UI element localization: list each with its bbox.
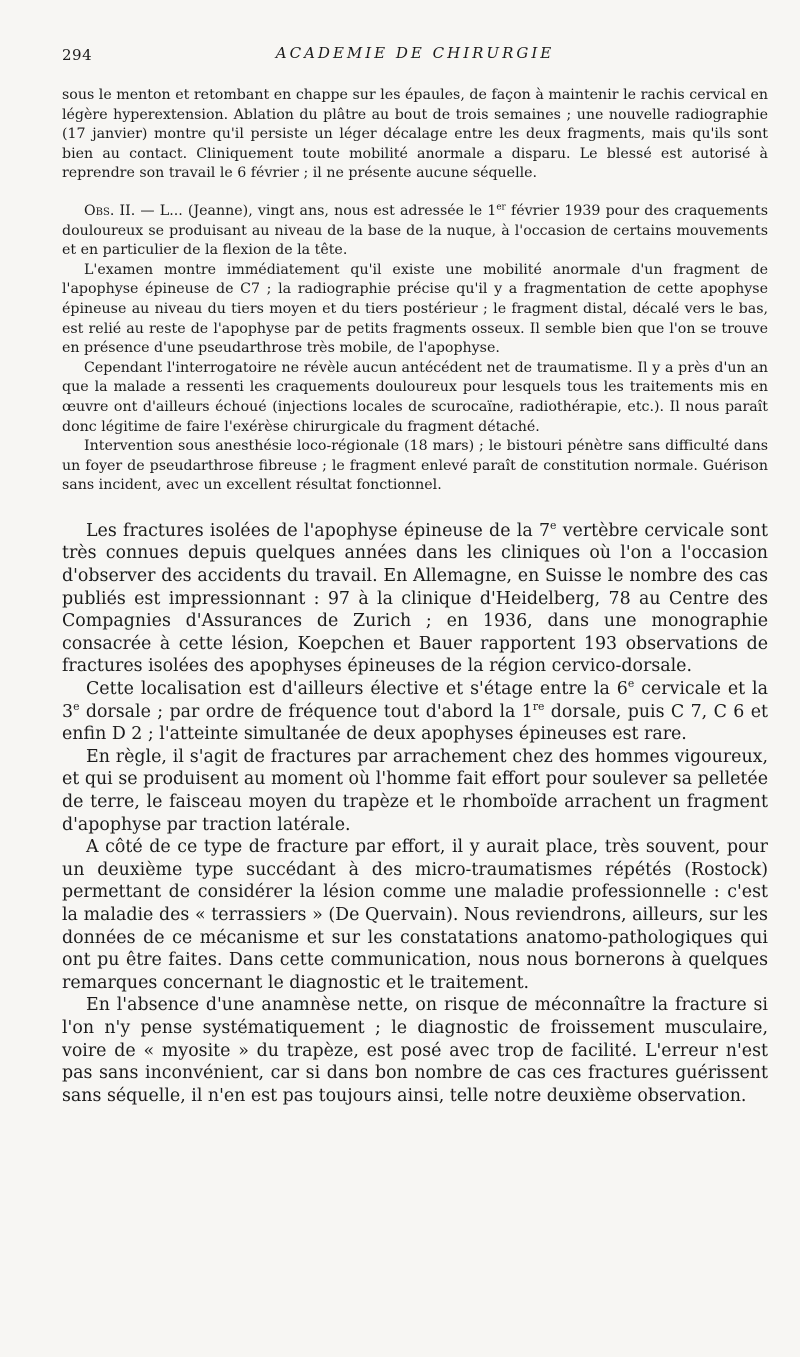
- superscript-e: e: [73, 699, 80, 713]
- discussion-paragraph-1: [62, 520, 768, 678]
- paragraph-2-text-d: dorsale, puis C 7, C 6 et enfin D 2 ; l'atteinte simultanée de deux apophyses épineuses est rare.: [62, 701, 768, 745]
- superscript-e: e: [627, 677, 635, 691]
- observation-label: Obs.: [84, 202, 115, 219]
- observation-2-text-a: — L... (Jeanne), vingt ans, nous est adressée le 1: [135, 202, 497, 219]
- observation-2-text-b: février 1939 pour des craquements douloureux se produisant au niveau de la base de la nuque, à l'occasion de certains mouvements et en particulier de la flexion de la tête.: [62, 202, 768, 259]
- observation-2-intervention: Intervention sous anesthésie loco-régionale (18 mars) ; le bistouri pénètre sans difficulté dans un foyer de pseudarthrose fibreuse ; le fragment enlevé paraît de constitution normale. Guérison sans incident, avec un excellent résultat fonctionnel.: [62, 438, 768, 494]
- observation-1-continuation: sous le menton et retombant en chappe sur les épaules, de façon à maintenir le rachis cervical en légère hyperextension. Ablation du plâtre au bout de trois semaines ; une nouvelle radiographie (17 janvier) montre qu'il persiste un léger décalage entre les deux fragments, mais qu'ils sont bien au contact. Cliniquement toute mobilité anormale a disparu. Le blessé est autorisé à reprendre son travail le 6 février ; il ne présente aucune séquelle.: [62, 87, 768, 182]
- page-number: 294: [62, 46, 93, 64]
- main-discussion: [62, 520, 768, 1107]
- book-page: [62, 40, 768, 1107]
- paragraph-1-text-b: vertèbre cervicale sont très connues depuis quelques années dans les cliniques où l'on a l'occasion d'observer des accidents du travail. En Allemagne, en Suisse le nombre des cas publiés est impressionnant : 97 à la clinique d'Heidelberg, 78 au Centre des Compagnies d'Assurances de Zurich ; en 1936, dans une monographie consacrée à cette lésion, Koepchen et Bauer rapportent 193 observations de fractures isolées des apophyses épineuses de la région cervico-dorsale.: [62, 520, 768, 677]
- observation-number: II.: [119, 202, 136, 219]
- superscript-re: re: [532, 699, 545, 713]
- observation-2-examination: L'examen montre immédiatement qu'il existe une mobilité anormale d'un fragment de l'apophyse épineuse de C7 ; la radiographie précise qu'il y a fragmentation de cette apophyse épineuse au niveau du tiers moyen et du tiers postérieur ; le fragment distal, décalé vers le bas, est relié au reste de l'apophyse par de petits fragments osseux. Il semble bien que l'on se trouve en présence d'une pseudarthrose très mobile, de l'apophyse.: [62, 261, 768, 357]
- discussion-paragraph-5: En l'absence d'une anamnèse nette, on risque de méconnaître la fracture si l'on n'y pense systématiquement ; le diagnostic de froissement musculaire, voire de « myosite » du trapèze, est posé avec trop de facilité. L'erreur n'est pas sans inconvénient, car si dans bon nombre de cas ces fractures guérissent sans séquelle, il n'en est pas toujours ainsi, telle notre deuxième observation.: [62, 995, 768, 1106]
- superscript-er: er: [496, 202, 506, 213]
- case-observations: [62, 86, 768, 496]
- running-title: ACADEMIE DE CHIRURGIE: [275, 44, 555, 62]
- discussion-paragraph-4: A côté de ce type de fracture par effort, il y aurait place, très souvent, pour un deuxième type succédant à des micro-traumatismes répétés (Rostock) permettant de considérer la lésion comme une maladie professionnelle : c'est la maladie des « terrassiers » (De Quervain). Nous reviendrons, ailleurs, sur les données de ce mécanisme et sur les constatations anatomo-pathologiques qui ont pu être faites. Dans cette communication, nous nous bornerons à quelques remarques concernant le diagnostic et le traitement.: [62, 837, 768, 993]
- paragraph-2-text-c: dorsale ; par ordre de fréquence tout d'abord la 1: [79, 701, 533, 722]
- paragraph-2-text-a: Cette localisation est d'ailleurs élective et s'étage entre la 6: [86, 679, 628, 700]
- superscript-e: e: [550, 519, 557, 533]
- page-header: [62, 40, 768, 68]
- paragraph-2-text-b: cervicale et la 3: [62, 679, 768, 722]
- discussion-paragraph-2: [62, 678, 768, 746]
- observation-2-interrogation: Cependant l'interrogatoire ne révèle aucun antécédent net de traumatisme. Il y a près d'un an que la malade a ressenti les craquements douloureux pour lesquels tous les traitements mis en œuvre ont d'ailleurs échoué (injections locales de scurocaïne, radiothérapie, etc.). Il nous paraît donc légitime de faire l'exérèse chirurgicale du fragment détaché.: [62, 359, 768, 435]
- discussion-paragraph-3: En règle, il s'agit de fractures par arrachement chez des hommes vigoureux, et qui se produisent au moment où l'homme fait effort pour soulever sa pelletée de terre, le faisceau moyen du trapèze et le rhomboïde arrachent un fragment d'apophyse par traction latérale.: [62, 746, 768, 835]
- observation-2-intro: [62, 202, 768, 261]
- paragraph-gap: [62, 184, 768, 202]
- paragraph-1-text-a: Les fractures isolées de l'apophyse épineuse de la 7: [86, 520, 551, 541]
